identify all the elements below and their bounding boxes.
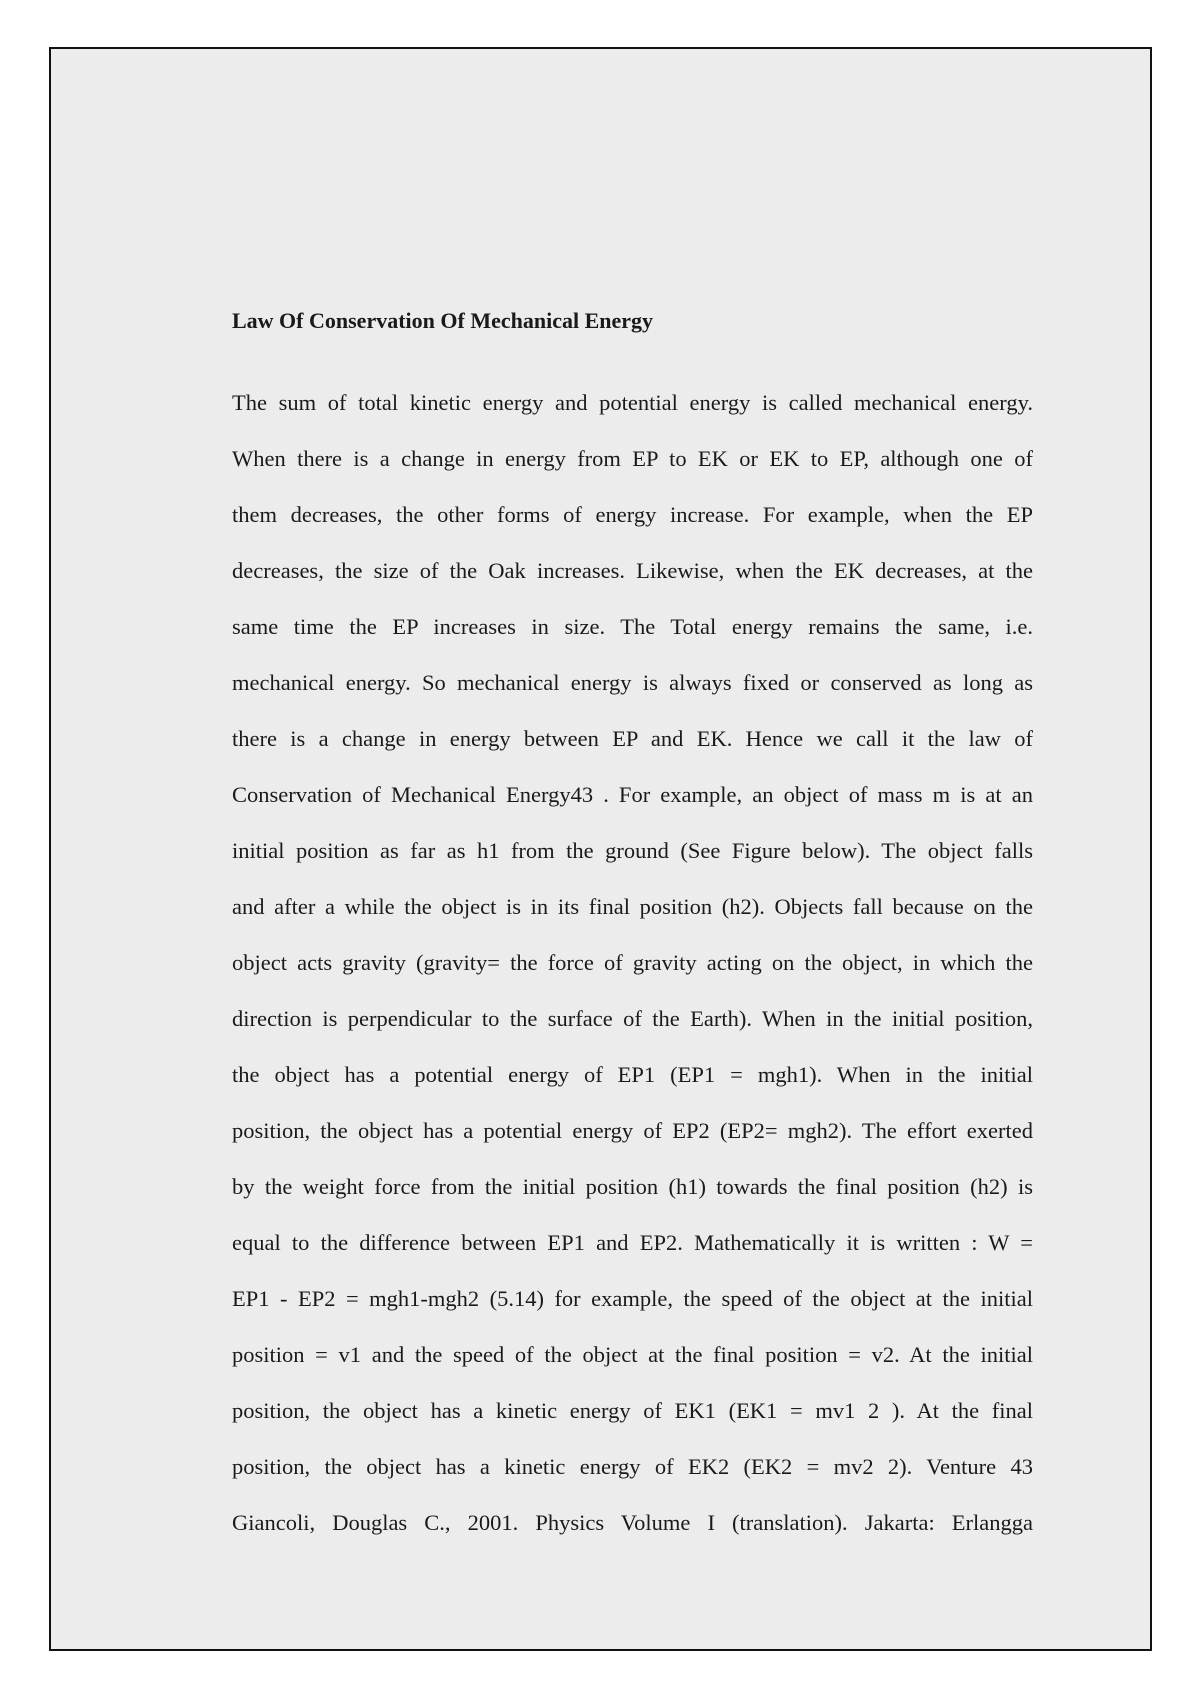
text-line: Conservation of Mechanical Energy43 . For example, an object of mass m is at an [232,782,1033,807]
text-line: position, the object has a potential energy of EP2 (EP2= mgh2). The effort exerted [232,1118,1033,1143]
text-line: decreases, the size of the Oak increases. Likewise, when the EK decreases, at the [232,558,1033,583]
text-line: them decreases, the other forms of energy increase. For example, when the EP [232,502,1033,527]
text-line: by the weight force from the initial position (h1) towards the final position (h2) is [232,1174,1033,1199]
text-line: object acts gravity (gravity= the force of gravity acting on the object, in which the [232,950,1033,975]
text-line: initial position as far as h1 from the ground (See Figure below). The object falls [232,838,1033,863]
text-line: EP1 - EP2 = mgh1-mgh2 (5.14) for example, the speed of the object at the initial [232,1286,1033,1311]
text-line: the object has a potential energy of EP1 (EP1 = mgh1). When in the initial [232,1062,1033,1087]
text-line: and after a while the object is in its final position (h2). Objects fall because on the [232,894,1033,919]
text-line: position = v1 and the speed of the object at the final position = v2. At the initial [232,1342,1033,1367]
document-title: Law Of Conservation Of Mechanical Energy [232,308,654,333]
text-line: The sum of total kinetic energy and potential energy is called mechanical energy. [232,390,1033,415]
text-line: direction is perpendicular to the surface of the Earth). When in the initial position, [232,1006,1033,1031]
text-line: When there is a change in energy from EP to EK or EK to EP, although one of [232,446,1033,471]
text-line: position, the object has a kinetic energy of EK2 (EK2 = mv2 2). Venture 43 [232,1454,1033,1479]
document-page [49,47,1152,1651]
body-paragraph [232,375,1033,1551]
text-line: there is a change in energy between EP and EK. Hence we call it the law of [232,726,1033,751]
text-line: equal to the difference between EP1 and EP2. Mathematically it is written : W = [232,1230,1033,1255]
text-line: Giancoli, Douglas C., 2001. Physics Volume I (translation). Jakarta: Erlangga [232,1510,1033,1535]
page-content [232,307,1033,1551]
text-line: same time the EP increases in size. The Total energy remains the same, i.e. [232,614,1033,639]
text-line: position, the object has a kinetic energy of EK1 (EK1 = mv1 2 ). At the final [232,1398,1033,1423]
text-line: mechanical energy. So mechanical energy is always fixed or conserved as long as [232,670,1033,695]
